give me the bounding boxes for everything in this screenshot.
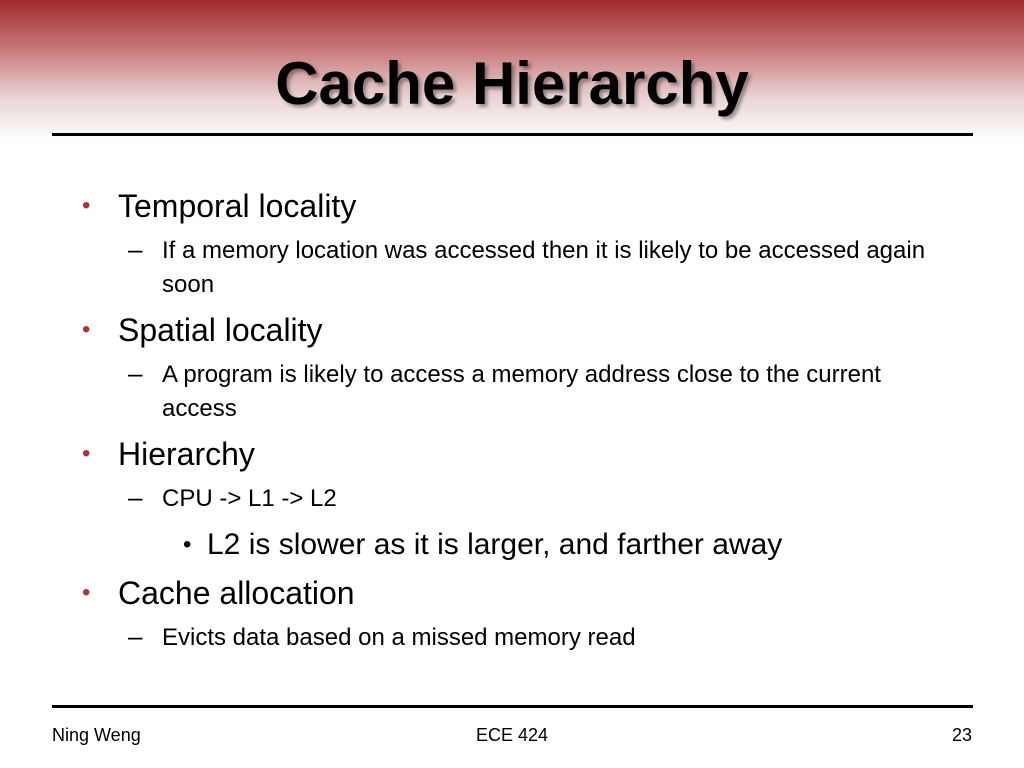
bullet-text: Cache allocation <box>118 575 355 611</box>
dash-icon: – <box>128 482 143 512</box>
sub-sub-item-l2-slower <box>183 527 783 563</box>
slide-title: Cache Hierarchy <box>275 50 749 117</box>
bullet-text: Spatial locality <box>118 312 323 348</box>
sub-item-cpu-chain <box>128 482 942 516</box>
footer-page-number: 23 <box>951 725 972 745</box>
footer-author: Ning Weng <box>52 725 141 745</box>
bullet-item-temporal-locality <box>82 188 357 224</box>
sub-item-text: CPU -> L1 -> L2 <box>162 485 337 512</box>
sub-item-text: A program is likely to access a memory address close to the current access <box>162 361 881 422</box>
footer-divider <box>52 705 973 708</box>
bullet-text: Hierarchy <box>118 436 255 472</box>
dash-icon: – <box>128 234 143 264</box>
dash-icon: – <box>128 621 143 651</box>
sub-item-text: Evicts data based on a missed memory read <box>162 624 636 651</box>
bullet-icon: • <box>82 316 91 343</box>
bullet-item-spatial-locality <box>82 312 323 348</box>
bullet-icon: • <box>82 192 91 219</box>
dash-icon: – <box>128 358 143 388</box>
dot-icon: • <box>183 531 192 558</box>
bullet-text: Temporal locality <box>118 188 357 224</box>
sub-item-temporal-definition <box>128 234 942 302</box>
bullet-icon: • <box>82 440 91 467</box>
sub-item-evicts-data <box>128 621 942 655</box>
bullet-item-hierarchy <box>82 436 255 472</box>
sub-item-text: If a memory location was accessed then it is likely to be accessed again soon <box>162 237 926 298</box>
bullet-item-cache-allocation <box>82 575 355 611</box>
footer-course: ECE 424 <box>475 725 549 745</box>
bullet-icon: • <box>82 579 91 606</box>
sub-item-spatial-definition <box>128 358 942 426</box>
sub-sub-item-text: L2 is slower as it is larger, and farther away <box>207 528 783 561</box>
